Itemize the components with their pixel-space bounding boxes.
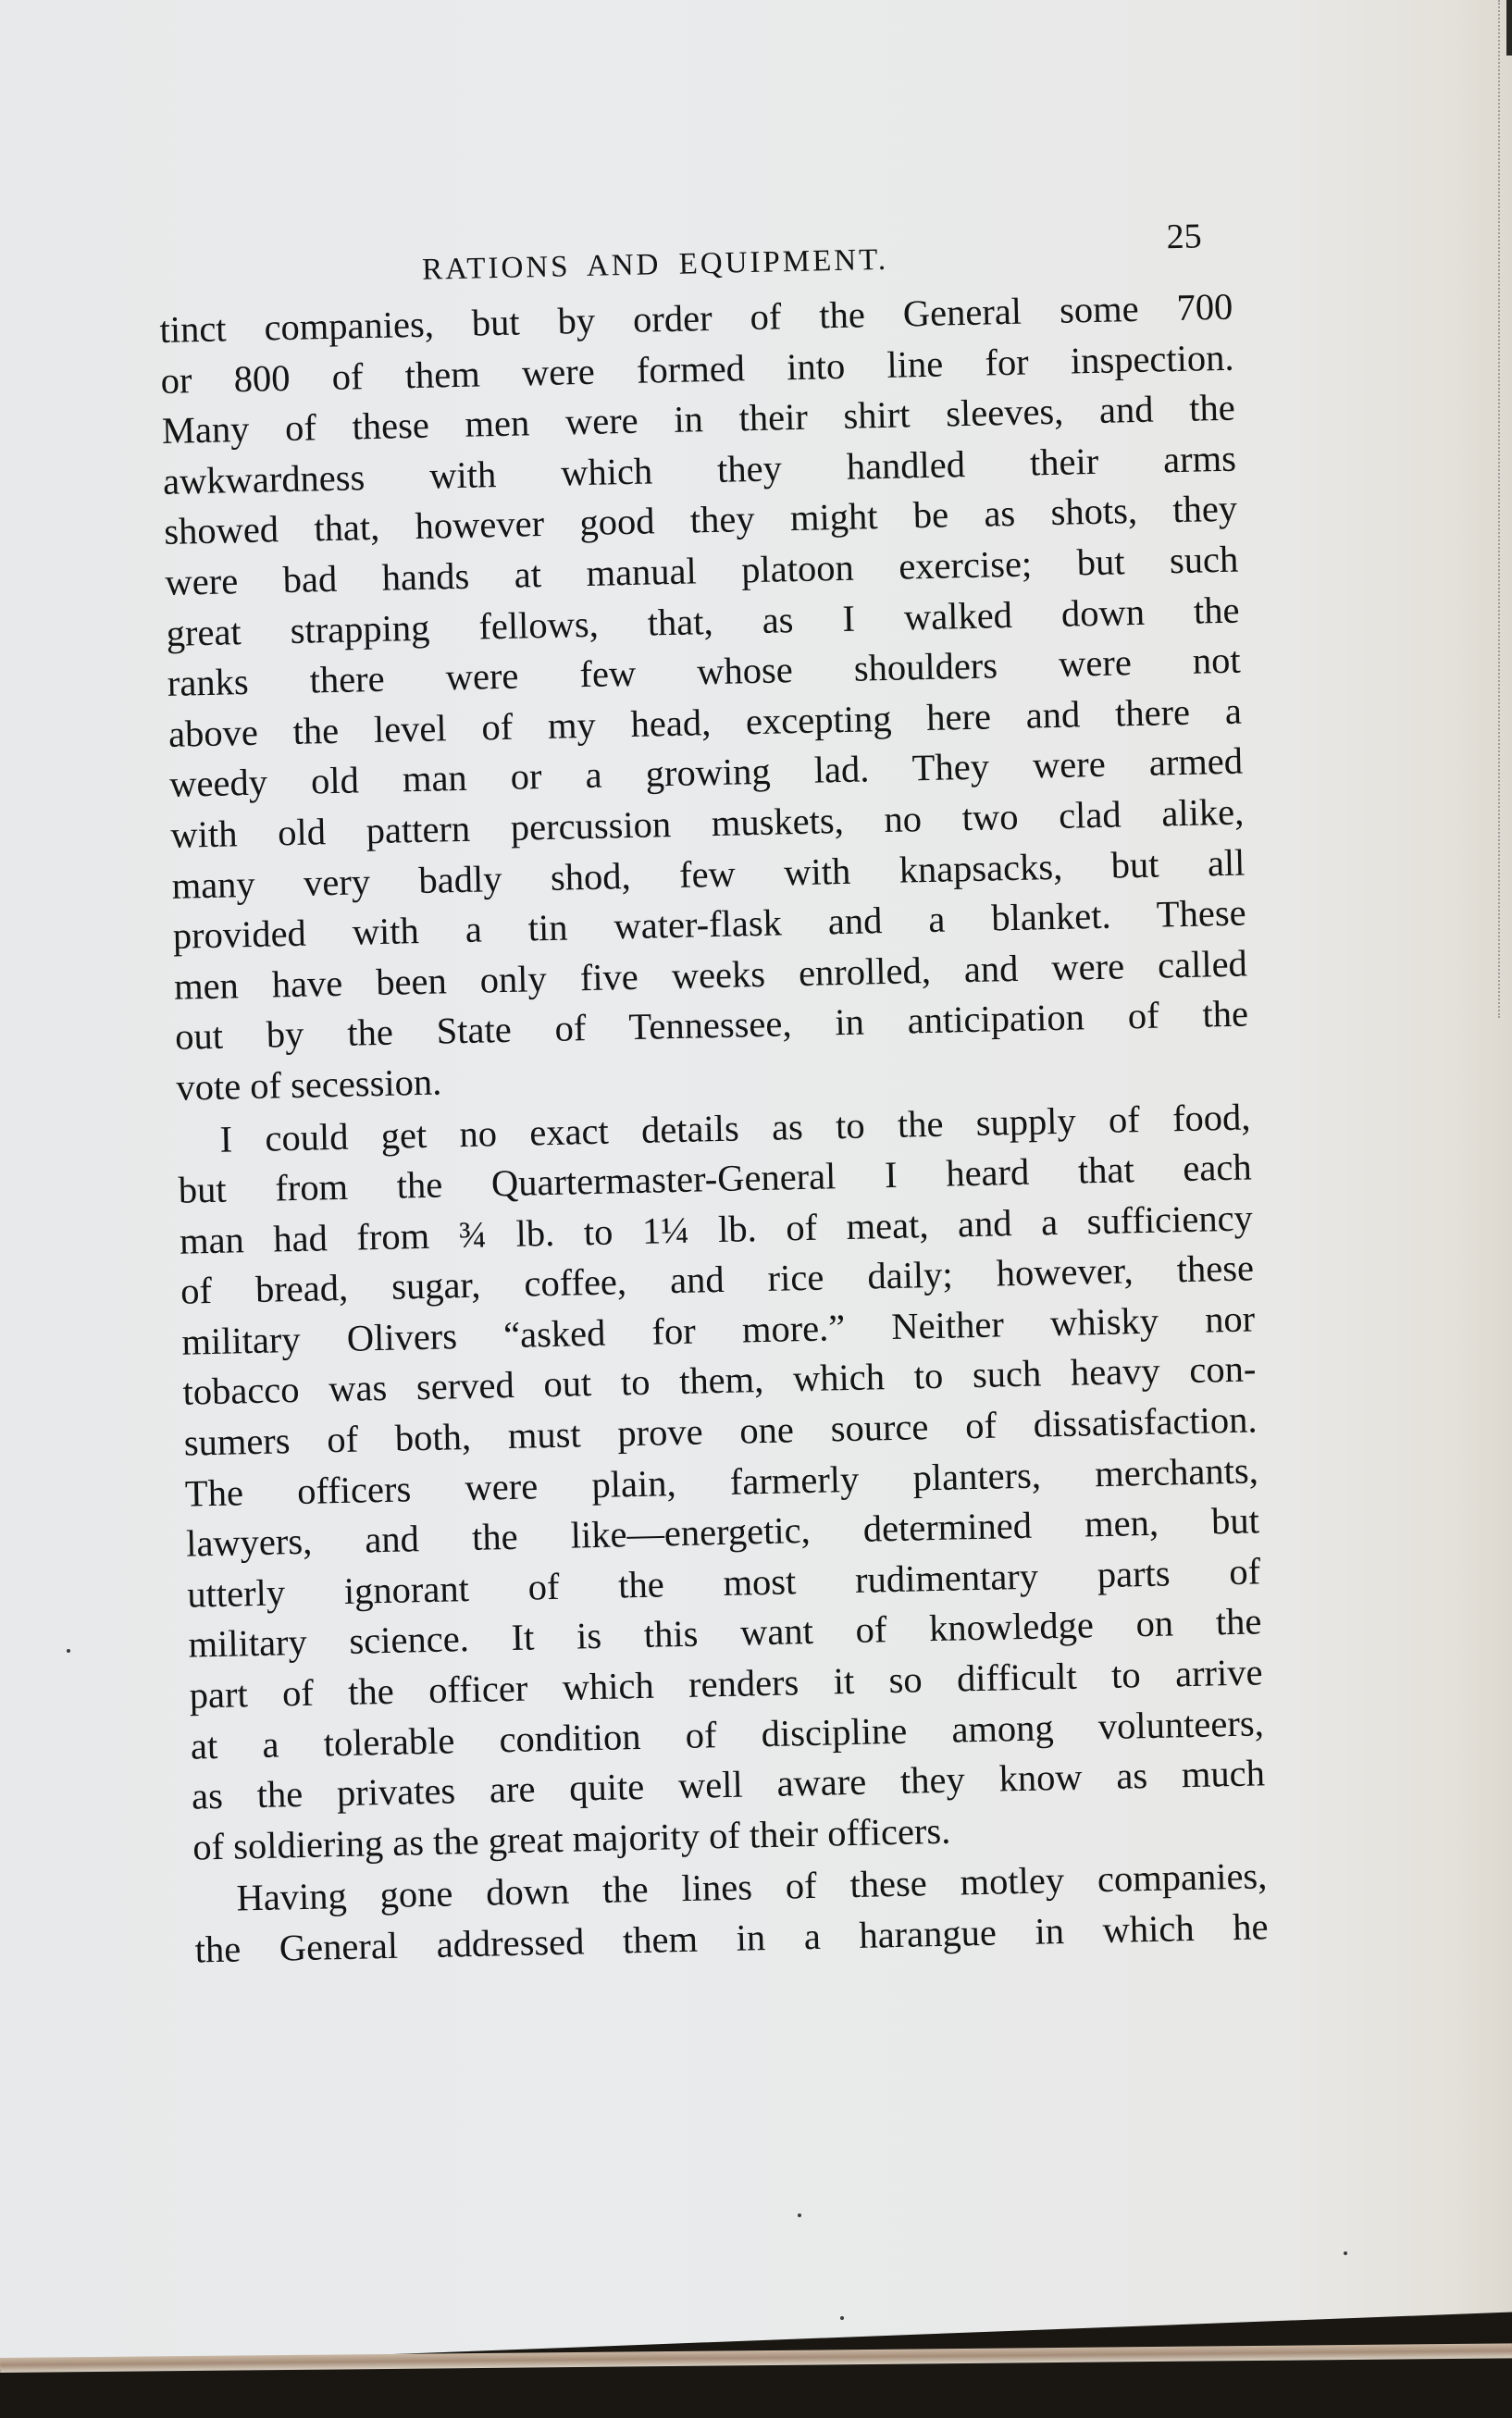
paper-speck <box>840 2316 844 2320</box>
text-line: showed that, however good they might be as shots, they <box>163 487 1238 553</box>
page-text-block <box>157 198 1287 1976</box>
text-line: of soldiering as the great majority of their officers. <box>192 1809 951 1868</box>
text-line: great strapping fellows, that, as I walked down the <box>166 589 1240 654</box>
text-line: Having gone down the lines of these motley companies, <box>236 1854 1268 1919</box>
text-line: many very badly shod, few with knapsacks, but all <box>171 841 1246 907</box>
text-line: vote of secession. <box>175 1060 442 1109</box>
text-line: lawyers, and the like—energetic, determined men, but <box>185 1499 1260 1565</box>
text-line: man had from ¾ lb. to 1¼ lb. of meat, and a sufficiency <box>179 1197 1254 1262</box>
text-line: part of the officer which renders it so difficult to arrive <box>189 1651 1263 1717</box>
text-line: I could get no exact details as to the supply of food, <box>219 1095 1251 1160</box>
page-corner-shadow <box>1506 0 1512 56</box>
text-line: or 800 of them were formed into line for inspection. <box>160 336 1234 402</box>
text-line: The officers were plain, farmerly planters, merchants, <box>184 1449 1259 1515</box>
text-line: of bread, sugar, coffee, and rice daily; however, these <box>180 1246 1255 1313</box>
text-line: tobacco was served out to them, which to such heavy con- <box>182 1347 1257 1414</box>
paper-speck <box>67 1649 70 1653</box>
text-line: the General addressed them in a harangue in which he <box>194 1905 1269 1971</box>
text-line: out by the State of Tennessee, in anticipation of the <box>174 992 1249 1059</box>
text-line: tinct companies, but by order of the General some 700 <box>159 285 1233 351</box>
text-line: ranks there were few whose shoulders were not <box>167 639 1242 705</box>
paper-speck <box>1344 2251 1347 2255</box>
text-line: weedy old man or a growing lad. They were armed <box>168 739 1244 806</box>
text-line: sumers of both, must prove one source of dissatisfaction. <box>183 1398 1258 1464</box>
text-line: military science. It is this want of knowledge on the <box>188 1600 1262 1667</box>
paragraph <box>177 1092 1285 1873</box>
text-line: military Olivers “asked for more.” Neither whisky nor <box>180 1297 1256 1363</box>
text-line: men have been only five weeks enrolled, and were called <box>173 942 1248 1008</box>
text-line: awkwardness with which they handled their arms <box>162 437 1237 502</box>
running-title: RATIONS AND EQUIPMENT. <box>421 242 889 287</box>
text-line: Many of these men were in their shirt sleeves, and the <box>161 386 1236 453</box>
text-line: but from the Quartermaster-General I heard that each <box>178 1146 1253 1211</box>
text-line: utterly ignorant of the most rudimentary parts of <box>186 1550 1261 1616</box>
text-line: above the level of my head, excepting here and there a <box>167 689 1243 755</box>
binding-edge <box>1498 0 1502 1018</box>
text-line: provided with a tin water-flask and a blanket. These <box>172 891 1247 957</box>
body-text <box>159 281 1287 1976</box>
text-line: at a tolerable condition of discipline among volunteers, <box>190 1701 1265 1767</box>
page-number: 25 <box>1166 217 1203 257</box>
text-line: with old pattern percussion muskets, no two clad alike, <box>169 790 1245 856</box>
text-line: were bad hands at manual platoon exercise; but such <box>165 538 1239 603</box>
text-line: as the privates are quite well aware they know as much <box>191 1752 1266 1817</box>
paragraph <box>159 281 1269 1113</box>
paper-speck <box>798 2213 801 2217</box>
